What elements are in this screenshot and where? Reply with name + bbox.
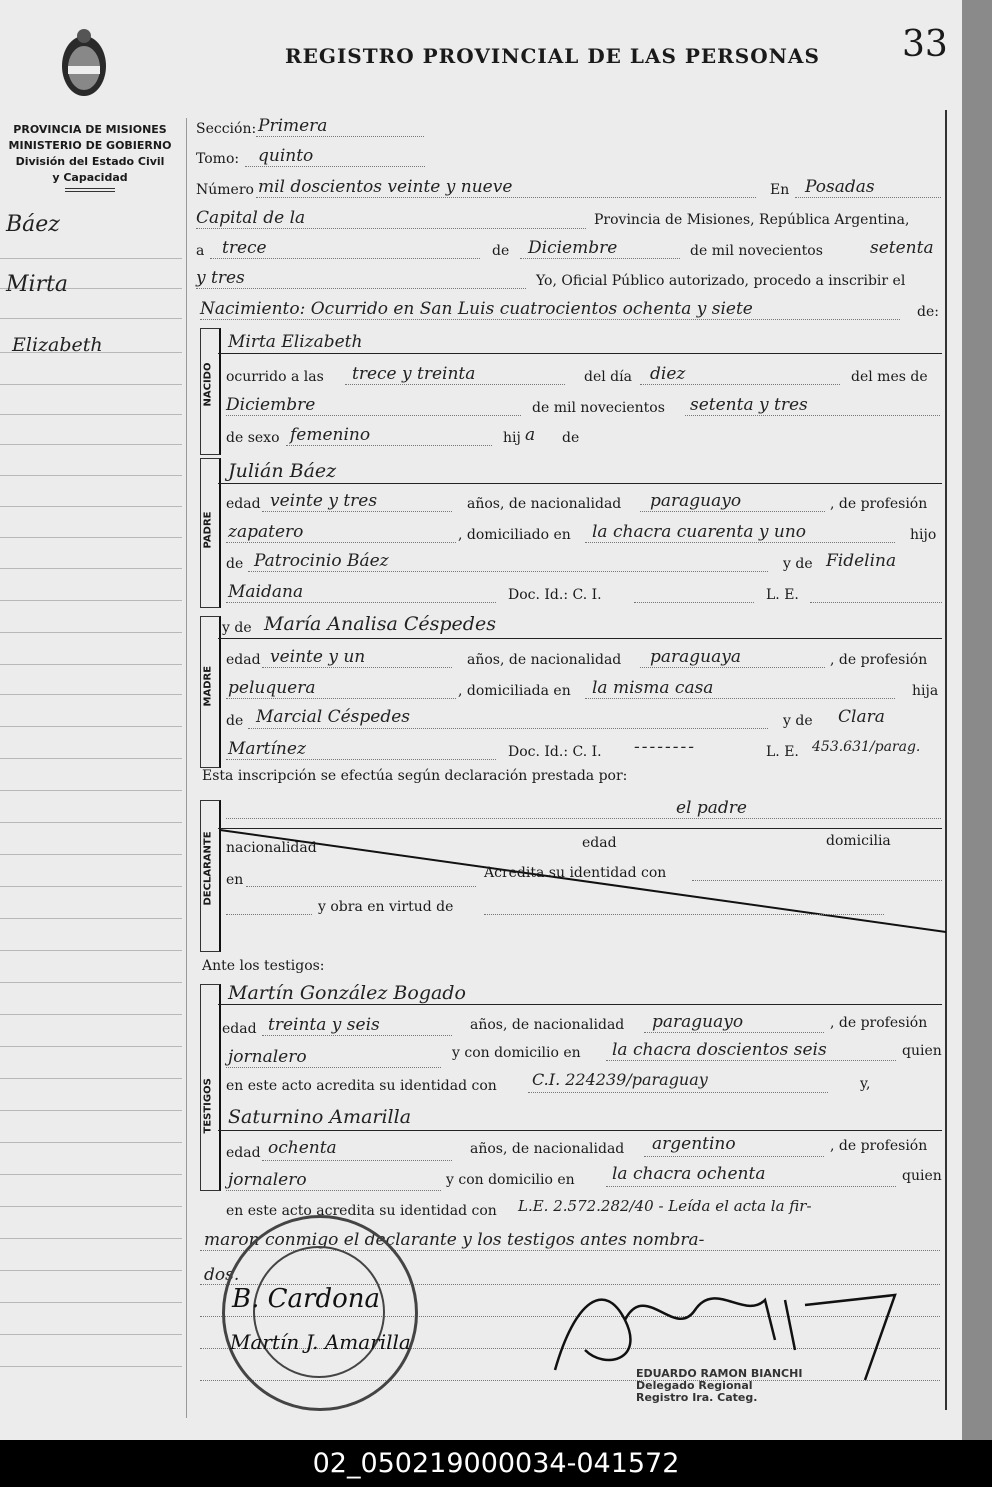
field-line	[196, 228, 586, 229]
seccion-label: Sección:	[196, 121, 257, 137]
en-label: En	[770, 182, 790, 198]
field-line	[210, 258, 480, 259]
testigo1-nacionalidad: paraguayo	[652, 1012, 744, 1032]
dia-nac-value: diez	[650, 364, 686, 384]
profesion-label: , de profesión	[830, 496, 928, 512]
testigo2-profesion: jornalero	[228, 1170, 307, 1190]
padre-de: Patrocinio Báez	[254, 551, 389, 571]
coat-of-arms-icon	[55, 22, 113, 102]
hija-label: hija	[912, 683, 939, 699]
testigo1-profesion: jornalero	[228, 1047, 307, 1067]
domicilio-label: , domiciliado en	[458, 527, 571, 543]
testigos-section-label: TESTIGOS	[202, 1078, 214, 1134]
anios-madre-label: años, de nacionalidad	[467, 652, 622, 668]
madre-madre-de-2: Martínez	[228, 739, 306, 759]
division-name-2: y Capacidad	[52, 171, 128, 184]
nacionalidad-label: nacionalidad	[226, 840, 317, 856]
hij-suffix: a	[525, 425, 536, 445]
testigo1-edad: treinta y seis	[268, 1015, 380, 1035]
hora-value: trece y treinta	[352, 364, 476, 384]
mes-nac-value: Diciembre	[226, 395, 316, 415]
padre-domicilio: la chacra cuarenta y uno	[592, 522, 807, 542]
ministry-name: MINISTERIO DE GOBIERNO	[8, 139, 172, 152]
margin-middle-name: Elizabeth	[12, 334, 103, 356]
edad-decl-label: edad	[582, 835, 617, 851]
field-line	[644, 1156, 824, 1157]
testigo2-edad: ochenta	[268, 1138, 337, 1158]
field-line	[262, 667, 452, 668]
de-mil-nac-label: de mil novecientos	[532, 400, 665, 416]
province-name: PROVINCIA DE MISIONES	[13, 123, 167, 136]
padre-profesion: zapatero	[228, 522, 304, 542]
domicilio-madre-label: , domiciliada en	[458, 683, 571, 699]
field-line	[606, 1186, 896, 1187]
field-line	[692, 880, 942, 881]
quien-t1-label: quien	[902, 1043, 942, 1059]
ocurrido-label: ocurrido a las	[226, 369, 324, 385]
oficial-label: Yo, Oficial Público autorizado, procedo a inscribir el	[536, 273, 906, 289]
field-line	[345, 384, 565, 385]
madre-profesion: peluquera	[228, 678, 316, 698]
field-line	[262, 1035, 452, 1036]
field-line	[795, 197, 941, 198]
y-de-label: y de	[783, 556, 813, 572]
edad-t1-label: edad	[222, 1021, 257, 1037]
field-line	[606, 1060, 896, 1061]
acredita-t2-label: en este acto acredita su identidad con	[226, 1203, 497, 1219]
a-label: a	[196, 243, 205, 259]
field-line	[226, 914, 312, 915]
testigo2-domicilio: la chacra ochenta	[612, 1164, 766, 1184]
padre-edad: veinte y tres	[270, 491, 378, 511]
field-line	[245, 166, 425, 167]
document-title: REGISTRO PROVINCIAL DE LAS PERSONAS	[285, 44, 820, 68]
y-de2-label: y de	[783, 713, 813, 729]
field-line	[226, 1067, 441, 1068]
field-line	[256, 197, 756, 198]
field-line	[520, 258, 680, 259]
field-line	[248, 571, 768, 572]
hecho-value: Nacimiento: Ocurrido en San Luis cuatrocientos ochenta y siete	[200, 299, 753, 319]
scan-code-footer: 02_050219000034-041572	[0, 1440, 992, 1487]
anios-t1-label: años, de nacionalidad	[470, 1017, 625, 1033]
declarante-intro: Esta inscripción se efectúa según declaración prestada por:	[202, 768, 628, 784]
y-label: y,	[860, 1076, 871, 1092]
profesion-t1-label: , de profesión	[830, 1015, 928, 1031]
anios-t2-label: años, de nacionalidad	[470, 1141, 625, 1157]
anio-nac-value: setenta y tres	[690, 395, 808, 415]
testigo1-doc: C.I. 224239/paraguay	[532, 1070, 708, 1089]
padre-name: Julián Báez	[228, 460, 337, 482]
testigo1-domicilio: la chacra doscientos seis	[612, 1040, 827, 1060]
hijo-label: hijo	[910, 527, 937, 543]
doc-madre-label: Doc. Id.: C. I.	[508, 744, 602, 760]
field-line	[262, 1160, 452, 1161]
madre-edad: veinte y un	[270, 647, 366, 667]
testigo1-name: Martín González Bogado	[228, 982, 466, 1004]
issuer-block	[0, 122, 180, 194]
en-value: Posadas	[805, 177, 875, 197]
field-line	[246, 886, 476, 887]
madre-section-label: MADRE	[202, 665, 214, 707]
mes-value: Diciembre	[528, 238, 618, 258]
madre-le: 453.631/parag.	[812, 739, 921, 755]
edad-t2-label: edad	[226, 1145, 261, 1161]
official-office: Registro Ira. Categ.	[636, 1391, 758, 1404]
official-stamp-text	[636, 1368, 802, 1404]
page-edge	[962, 0, 992, 1440]
del-mes-label: del mes de	[851, 369, 928, 385]
testigos-intro: Ante los testigos:	[202, 958, 325, 974]
field-line	[644, 1032, 824, 1033]
margin-surname: Báez	[6, 212, 60, 237]
sexo-label: de sexo	[226, 430, 280, 446]
field-line	[196, 288, 526, 289]
madre-madre-de: Clara	[838, 707, 885, 727]
field-line	[226, 818, 941, 819]
field-line	[685, 415, 940, 416]
field-line	[256, 136, 424, 137]
de-mil-label: de mil novecientos	[690, 243, 823, 259]
quien-t2-label: quien	[902, 1168, 942, 1184]
field-line	[528, 1092, 828, 1093]
anio-value-2: y tres	[196, 268, 245, 288]
dia-value: trece	[222, 238, 267, 258]
section-rule	[218, 1130, 942, 1131]
padre-madre-de: Fidelina	[826, 551, 897, 571]
anio-value: setenta	[870, 238, 934, 258]
testigo2-name: Saturnino Amarilla	[228, 1106, 412, 1128]
field-line	[640, 384, 840, 385]
y-de-madre-label: y de	[222, 620, 252, 636]
section-rule	[218, 638, 942, 639]
section-rule	[218, 353, 942, 354]
acredita-t1-label: en este acto acredita su identidad con	[226, 1078, 497, 1094]
obra-label: y obra en virtud de	[318, 899, 454, 915]
padre-section-label: PADRE	[202, 511, 214, 549]
cierre-text-2: dos.	[204, 1265, 240, 1285]
field-line	[262, 511, 452, 512]
field-line	[226, 415, 521, 416]
profesion-madre-label: , de profesión	[830, 652, 928, 668]
cierre-text: maron conmigo el declarante y los testigos antes nombra-	[204, 1230, 705, 1250]
divider	[65, 188, 115, 192]
domicilio-t2-label: y con domicilio en	[446, 1172, 575, 1188]
field-line	[226, 542, 456, 543]
nacido-name: Mirta Elizabeth	[228, 332, 363, 352]
field-line	[226, 602, 496, 603]
field-line	[226, 698, 456, 699]
field-line	[640, 511, 825, 512]
margin-divider	[186, 118, 187, 1418]
de-madre-label: de	[226, 713, 244, 729]
section-rule	[218, 483, 942, 484]
field-line	[634, 602, 754, 603]
testigo2-doc: L.E. 2.572.282/40 - Leída el acta la fir-	[518, 1197, 812, 1215]
capital-value: Capital de la	[196, 208, 306, 228]
del-dia-label: del día	[584, 369, 632, 385]
field-line	[248, 728, 768, 729]
padre-nacionalidad: paraguayo	[650, 491, 742, 511]
de-colon-label: de:	[917, 304, 939, 320]
madre-domicilio: la misma casa	[592, 678, 714, 698]
official-name: EDUARDO RAMON BIANCHI	[636, 1367, 803, 1380]
hij-label: hij	[503, 430, 521, 446]
field-line	[200, 319, 900, 320]
field-line	[640, 667, 825, 668]
seccion-value: Primera	[258, 116, 328, 136]
field-line	[226, 1190, 441, 1191]
signature-testigo: Martín J. Amarilla	[230, 1330, 411, 1354]
de-padre-label: de	[226, 556, 244, 572]
field-line	[484, 914, 884, 915]
doc-label: Doc. Id.: C. I.	[508, 587, 602, 603]
padre-madre-de-2: Maidana	[228, 582, 304, 602]
anios-label: años, de nacionalidad	[467, 496, 622, 512]
madre-nacionalidad: paraguaya	[650, 647, 741, 667]
madre-name: María Analisa Céspedes	[264, 613, 496, 635]
margin-first-name: Mirta	[6, 272, 69, 297]
domicilia-label: domicilia	[826, 833, 891, 849]
signature-declarante: B. Cardona	[232, 1284, 381, 1314]
le-madre-label: L. E.	[766, 744, 799, 760]
page-number: 33	[902, 24, 948, 65]
tomo-value: quinto	[258, 146, 314, 166]
tomo-label: Tomo:	[196, 151, 240, 167]
field-line	[585, 698, 895, 699]
profesion-t2-label: , de profesión	[830, 1138, 928, 1154]
field-line	[286, 445, 492, 446]
de-nac-label: de	[562, 430, 580, 446]
numero-label: Número	[196, 182, 254, 198]
edad-madre-label: edad	[226, 652, 261, 668]
sexo-value: femenino	[290, 425, 371, 445]
domicilio-t1-label: y con domicilio en	[452, 1045, 581, 1061]
official-role: Delegado Regional	[636, 1379, 753, 1392]
en-decl-label: en	[226, 872, 244, 888]
field-line	[810, 602, 942, 603]
declarante-section-label: DECLARANTE	[202, 831, 214, 906]
page-border	[945, 110, 947, 1410]
field-line	[585, 542, 895, 543]
le-label: L. E.	[766, 587, 799, 603]
provincia-label: Provincia de Misiones, República Argentina,	[594, 212, 910, 228]
section-rule	[218, 1004, 942, 1005]
testigo2-nacionalidad: argentino	[652, 1134, 736, 1154]
de-label: de	[492, 243, 510, 259]
numero-value: mil doscientos veinte y nueve	[258, 177, 513, 197]
nacido-section-label: NACIDO	[202, 362, 214, 407]
declarante-name: el padre	[676, 798, 747, 818]
madre-padre-de: Marcial Céspedes	[256, 707, 411, 727]
division-name: División del Estado Civil	[15, 155, 165, 168]
edad-label: edad	[226, 496, 261, 512]
madre-ci: --------	[634, 737, 696, 757]
acredita-label: Acredita su identidad con	[484, 865, 667, 881]
field-line	[226, 759, 496, 760]
